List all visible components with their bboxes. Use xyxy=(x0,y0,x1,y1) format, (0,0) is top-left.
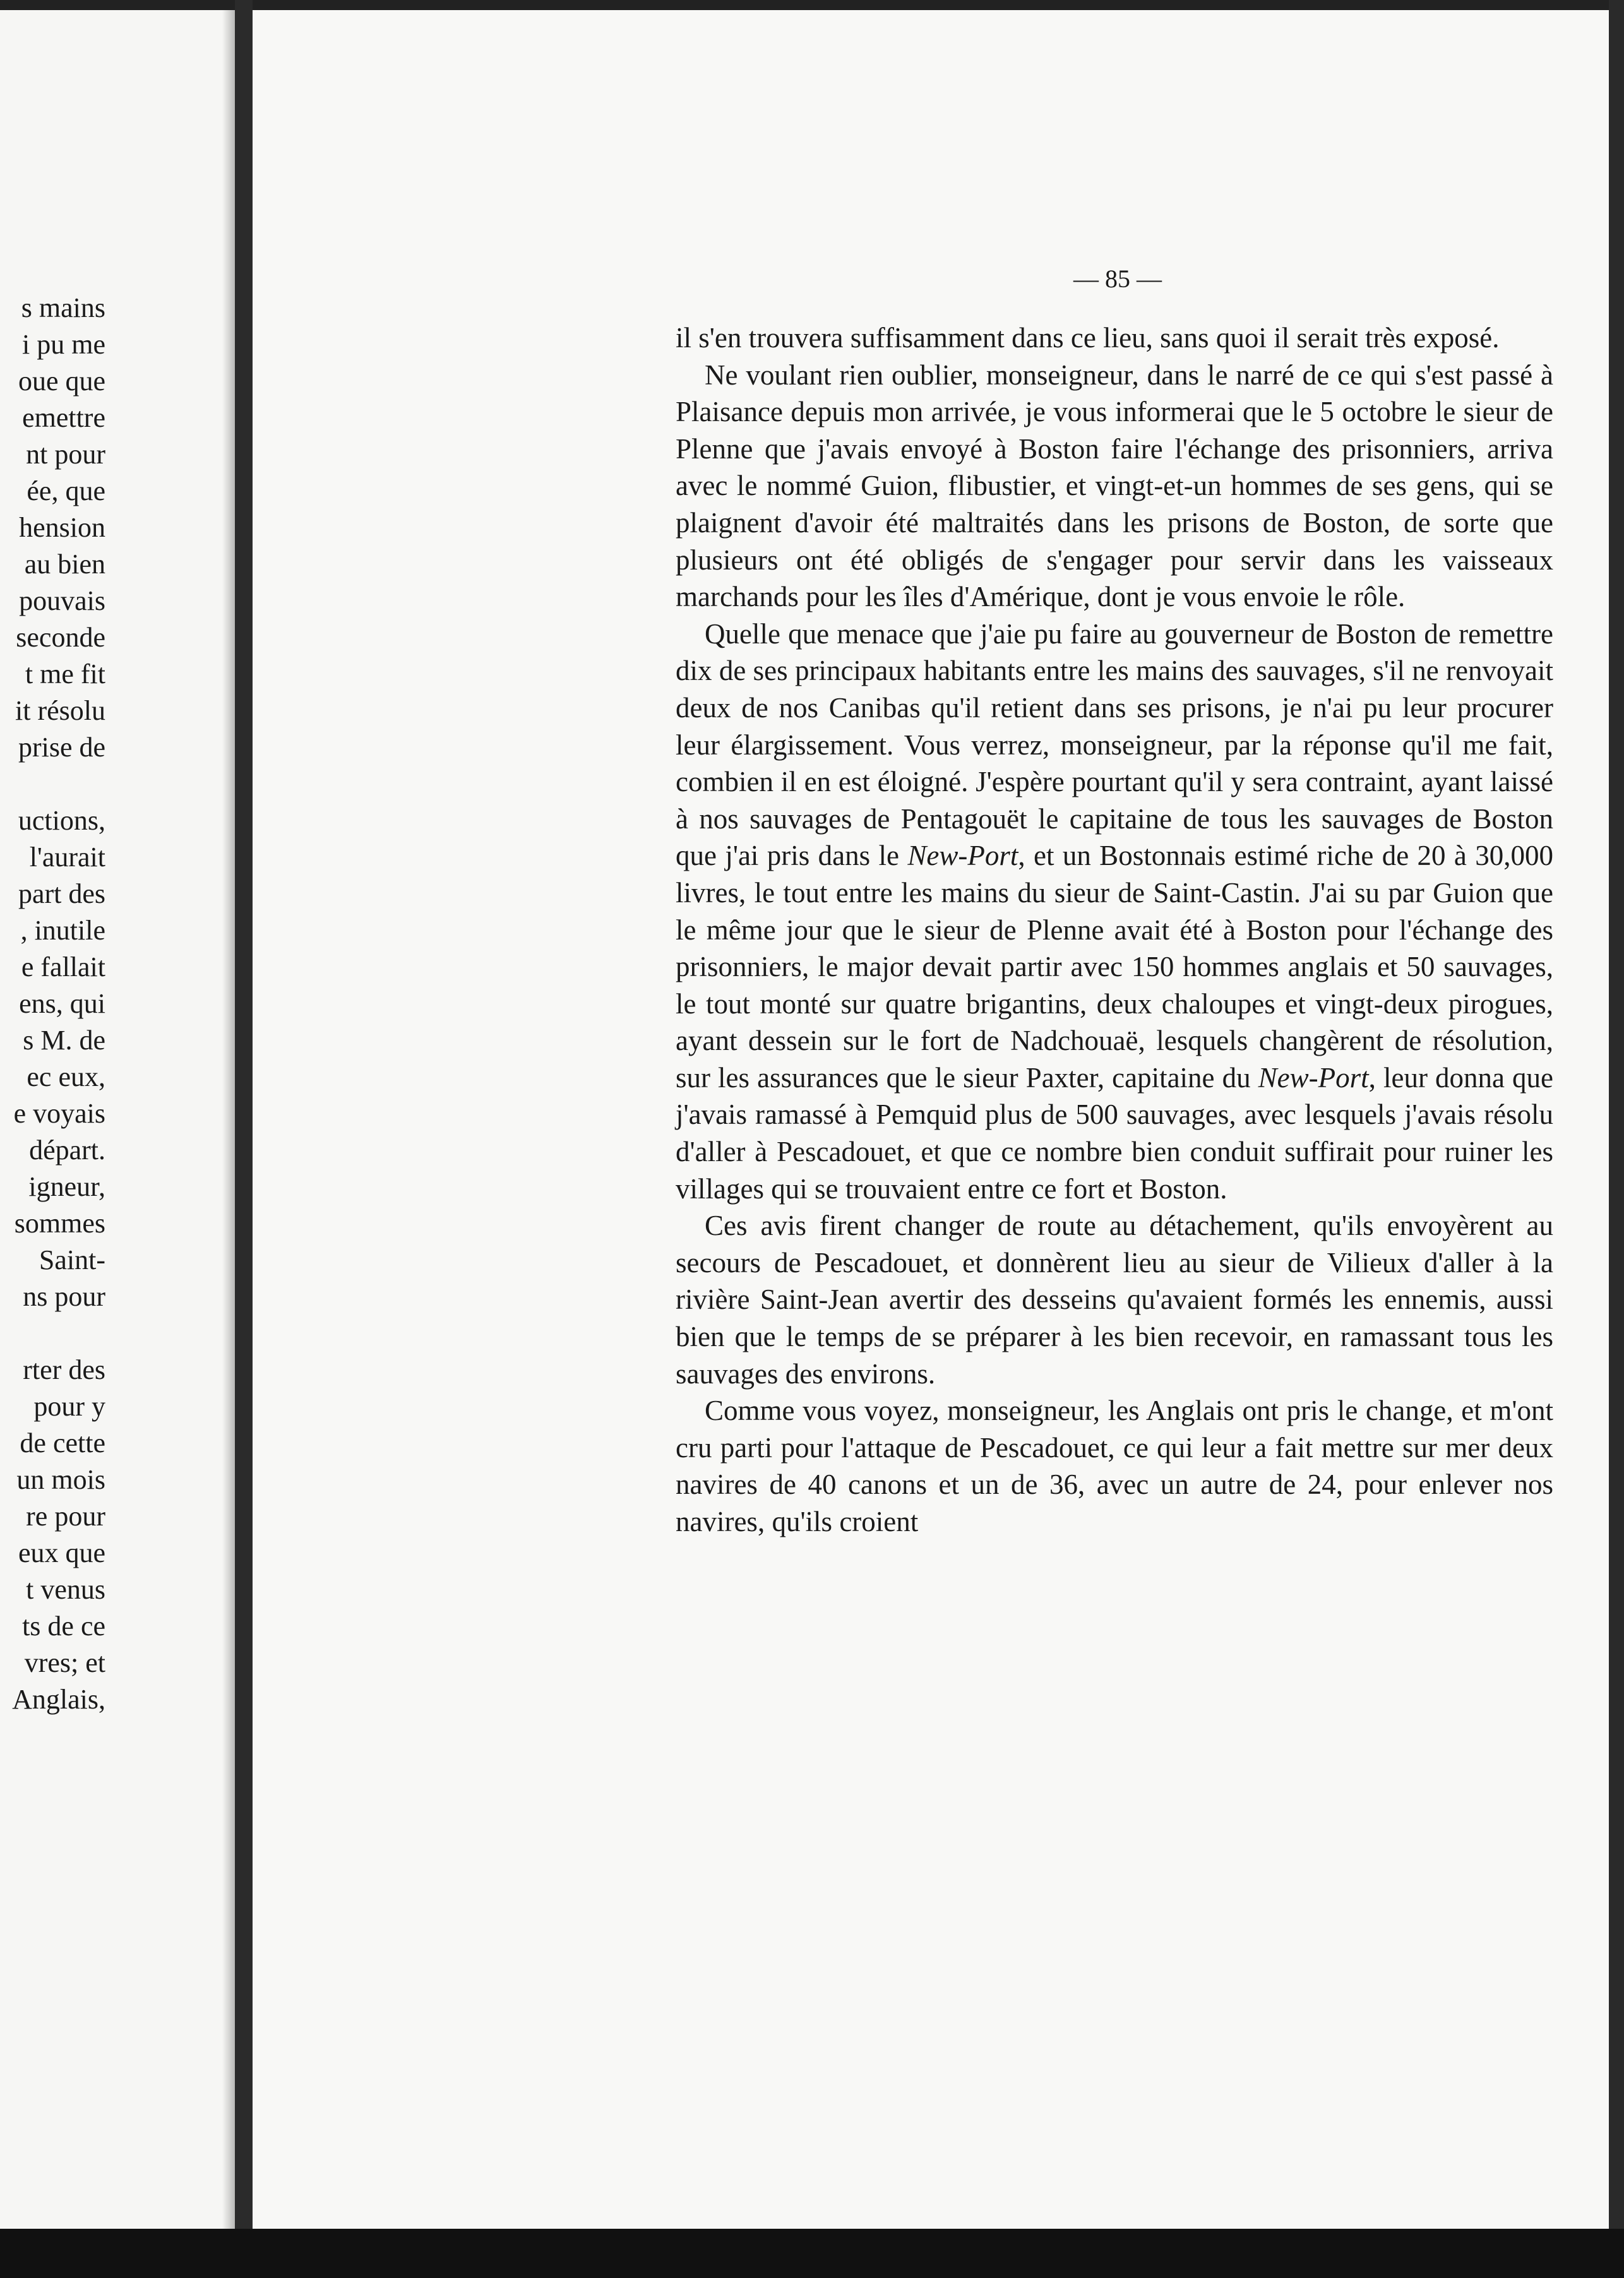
text-segment: , leur donna que j'avais ramassé à Pemquid plus de 500 sauvages, avec lesquels j'avais résolu d'aller à Pescadouet, et que ce nombre bien conduit suffirait pour ruiner les villages qui se trouvaient entre ce fort et Boston. xyxy=(676,1061,1553,1205)
paragraph xyxy=(676,1392,1553,1540)
italic-text: New-Port xyxy=(907,840,1018,872)
right-page xyxy=(253,10,1609,2229)
left-page-line: uctions, xyxy=(18,805,105,836)
left-page-line: ec eux, xyxy=(27,1061,105,1092)
gutter-shadow xyxy=(222,10,235,2229)
book-gutter xyxy=(235,0,253,2278)
left-page-line: it résolu xyxy=(15,695,105,726)
left-page-line: un mois xyxy=(16,1464,105,1495)
text-segment: Comme vous voyez, monseigneur, les Anglais ont pris le change, et m'ont cru parti pour l'attaque de Pescadouet, ce qui leur a fait mettre sur mer deux navires de 40 canons et un de 36, avec un autre de 24, pour enlever nos navires, qu'ils croient xyxy=(676,1395,1553,1537)
left-page-line: seconde xyxy=(16,622,105,653)
text-segment: Quelle que menace que j'aie pu faire au gouverneur de Boston de remettre dix de ses principaux habitants entre les mains des sauvages, s'il ne renvoyait deux de nos Canibas qu'il retient dans ses prisons, je n'ai pu leur procurer leur élargissement. Vous verrez, monseigneur, par la réponse qu'il me fait, combien il en est éloigné. J'espère pourtant qu'il y sera contraint, ayant laissé à nos sauvages de Pentagouët le capitaine de tous les sauvages de Boston que j'ai pris dans le xyxy=(676,617,1553,872)
paragraph xyxy=(676,1207,1553,1392)
left-page-line: ée, que xyxy=(27,475,105,506)
text-segment: Ne voulant rien oublier, monseigneur, dans le narré de ce qui s'est passé à Plaisance depuis mon arrivée, je vous informerai que le 5 octobre le sieur de Plenne que j'avais envoyé à Boston faire l'échange des prisonniers, arriva avec le nommé Guion, flibustier, et vingt-et-un hommes de ses gens, qui se plaignent d'avoir été maltraités dans les prisons de Boston, de sorte que plusieurs ont été obligés de s'engager pour servir dans les vaisseaux marchands pour les îles d'Amérique, dont je vous envoie le rôle. xyxy=(676,359,1553,613)
left-page-line: hension xyxy=(19,512,105,543)
left-page-line: , inutile xyxy=(20,915,105,946)
left-page-line: ns pour xyxy=(23,1281,105,1312)
left-page-line: part des xyxy=(18,878,105,909)
left-page-line: s mains xyxy=(21,292,105,323)
left-page-line: oue que xyxy=(18,366,105,397)
left-page-line: nt pour xyxy=(26,439,105,470)
left-page-line: ens, qui xyxy=(19,988,105,1019)
paragraph xyxy=(676,319,1553,357)
left-page-line: départ. xyxy=(29,1135,105,1166)
left-page-line: s M. de xyxy=(23,1025,105,1056)
left-page-line: i pu me xyxy=(22,329,105,360)
left-page-line: eux que xyxy=(18,1537,105,1568)
left-page xyxy=(0,10,235,2229)
left-page-line: ts de ce xyxy=(22,1611,105,1642)
left-page-line: re pour xyxy=(26,1501,105,1532)
paragraph xyxy=(676,616,1553,1208)
left-page-line: rter des xyxy=(23,1354,105,1385)
page-number: — 85 — xyxy=(1073,265,1162,293)
text-segment: il s'en trouvera suffisamment dans ce lieu, sans quoi il serait très exposé. xyxy=(676,322,1500,354)
left-page-line: vres; et xyxy=(24,1647,105,1678)
left-page-line: l'aurait xyxy=(29,842,105,873)
left-page-line: au bien xyxy=(24,549,105,580)
scan-right-edge xyxy=(1609,0,1624,2278)
left-page-line: Saint- xyxy=(39,1244,105,1275)
page-body xyxy=(676,319,1553,1541)
left-page-line: e voyais xyxy=(13,1098,105,1129)
italic-text: New-Port xyxy=(1258,1061,1369,1094)
text-segment: , et un Bostonnais estimé riche de 20 à 30,000 livres, le tout entre les mains du sieur de Saint-Castin. J'ai su par Guion que le même jour que le sieur de Plenne avait été à Boston pour l'échange des prisonniers, le major devait partir avec 150 hommes anglais et 50 sauvages, le tout monté sur quatre brigantins, deux chaloupes et vingt-deux pirogues, ayant dessein sur le fort de Nadchouaë, lesquels changèrent de résolution, sur les assurances que le sieur Paxter, capitaine du xyxy=(676,840,1553,1094)
left-page-line: t me fit xyxy=(25,659,105,689)
left-page-line: pour y xyxy=(33,1391,105,1422)
left-page-line: prise de xyxy=(18,732,105,763)
text-segment: Ces avis firent changer de route au détachement, qu'ils envoyèrent au secours de Pescadouet, et donnèrent lieu au sieur de Vilieux d'aller à la rivière Saint-Jean avertir des desseins qu'avaient formés les ennemis, aussi bien que le temps de se préparer à les bien recevoir, en ramassant tous les sauvages des environs. xyxy=(676,1210,1553,1390)
left-page-line: igneur, xyxy=(28,1171,105,1202)
left-page-line: emettre xyxy=(22,402,105,433)
left-page-line: sommes xyxy=(14,1208,105,1239)
left-page-line: Anglais, xyxy=(12,1684,105,1715)
left-page-line: t venus xyxy=(26,1574,105,1605)
scan-bottom-edge xyxy=(0,2229,1624,2278)
left-page-line: e fallait xyxy=(21,951,105,982)
paragraph xyxy=(676,357,1553,616)
left-page-line: de cette xyxy=(20,1428,105,1458)
left-page-line: pouvais xyxy=(19,585,105,616)
